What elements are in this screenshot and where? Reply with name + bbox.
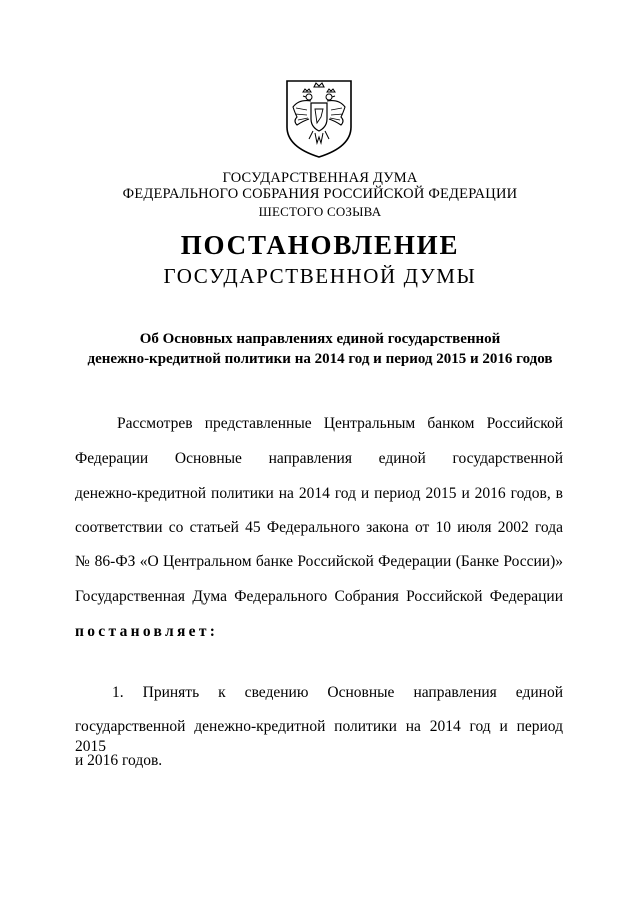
preamble-line: соответствии со статьей 45 Федерального закона от 10 июля 2002 года xyxy=(75,519,563,536)
clause-line: 1. Принять к сведению Основные направления единой xyxy=(112,684,563,701)
preamble-line: Федерации Основные направления единой государственной xyxy=(75,450,563,467)
preamble-line: Государственная Дума Федерального Собрания Российской Федерации xyxy=(75,588,563,605)
preamble-line: Рассмотрев представленные Центральным банком Российской xyxy=(117,415,563,432)
convocation: ШЕСТОГО СОЗЫВА xyxy=(258,204,382,219)
russian-coat-of-arms-icon xyxy=(283,77,355,159)
preamble-line: № 86-ФЗ «О Центральном банке Российской Федерации (Банке России)» xyxy=(75,553,563,570)
subject-line-1: Об Основных направлениях единой государственной xyxy=(139,331,501,347)
subject-line-2: денежно-кредитной политики на 2014 год и период 2015 и 2016 годов xyxy=(87,351,553,367)
assembly-name: ФЕДЕРАЛЬНОГО СОБРАНИЯ РОССИЙСКОЙ ФЕДЕРАЦИИ xyxy=(122,186,518,202)
decree-word: постановляет: xyxy=(75,623,219,640)
preamble-line: денежно-кредитной политики на 2014 год и период 2015 и 2016 годов, в xyxy=(75,485,563,502)
document-issuer: ГОСУДАРСТВЕННОЙ ДУМЫ xyxy=(163,264,477,288)
clause-line: и 2016 годов. xyxy=(75,752,163,769)
parliament-name: ГОСУДАРСТВЕННАЯ ДУМА xyxy=(222,170,418,186)
clause-line: государственной денежно-кредитной политики на 2014 год и период 2015 xyxy=(75,718,563,755)
document-type-title: ПОСТАНОВЛЕНИЕ xyxy=(180,230,460,260)
